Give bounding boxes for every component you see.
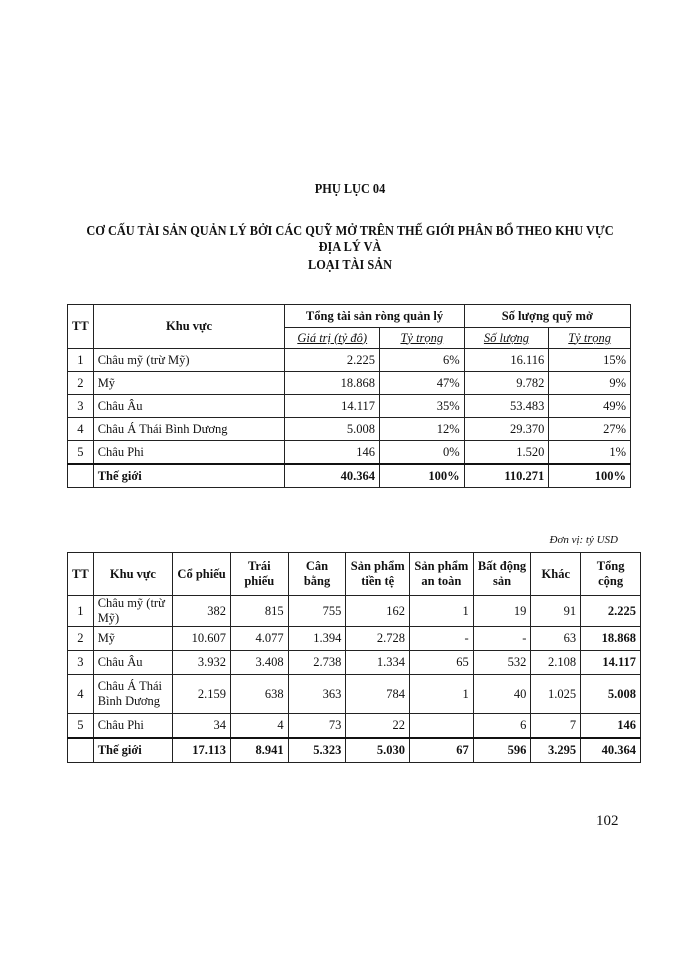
header-tt: TT <box>68 305 94 349</box>
table-row <box>68 395 631 418</box>
table-row <box>68 372 631 395</box>
total-region: Thế giới <box>93 738 172 763</box>
total-total: 40.364 <box>581 738 641 763</box>
total-row <box>68 464 631 488</box>
net-assets-table <box>67 304 631 488</box>
cell-money-market: 784 <box>346 675 410 714</box>
cell-bonds: 4.077 <box>230 627 288 651</box>
cell-bonds: 638 <box>230 675 288 714</box>
row-tt: 3 <box>68 651 94 675</box>
row-tt: 1 <box>68 596 94 627</box>
table-row <box>68 675 641 714</box>
cell-real-estate: 532 <box>473 651 531 675</box>
page-title: CƠ CẤU TÀI SẢN QUẢN LÝ BỞI CÁC QUỸ MỞ TRÊN THẾ GIỚI PHÂN BỔ THEO KHU VỰC ĐỊA LÝ VÀ <box>86 224 614 255</box>
header-tt: TT <box>68 553 94 596</box>
table-row <box>68 596 641 627</box>
cell-balanced: 73 <box>288 714 346 739</box>
row-share: 49% <box>549 395 631 418</box>
row-region: Châu Phi <box>93 441 285 465</box>
row-tt: 5 <box>68 441 94 465</box>
row-share: 12% <box>380 418 465 441</box>
row-share: 6% <box>380 349 465 372</box>
row-value: 18.868 <box>285 372 380 395</box>
total-stocks: 17.113 <box>173 738 231 763</box>
row-tt: 4 <box>68 675 94 714</box>
row-region: Châu Á Thái Bình Dương <box>93 675 172 714</box>
row-tt: 3 <box>68 395 94 418</box>
cell-safe: - <box>410 627 474 651</box>
row-region: Mỹ <box>93 627 172 651</box>
cell-real-estate: 6 <box>473 714 531 739</box>
row-tt: 2 <box>68 627 94 651</box>
cell-stocks: 10.607 <box>173 627 231 651</box>
header-balanced: Cân bằng <box>288 553 346 596</box>
unit-note: Đơn vị: tỷ USD <box>549 534 618 546</box>
cell-stocks: 3.932 <box>173 651 231 675</box>
cell-stocks: 34 <box>173 714 231 739</box>
table-row <box>68 714 641 739</box>
header-region: Khu vực <box>93 305 285 349</box>
table-row <box>68 418 631 441</box>
total-tt <box>68 464 94 488</box>
row-region: Châu Á Thái Bình Dương <box>93 418 285 441</box>
table-row <box>68 441 631 465</box>
row-value: 14.117 <box>285 395 380 418</box>
header-safe: Sản phẩm an toàn <box>410 553 474 596</box>
cell-balanced: 755 <box>288 596 346 627</box>
header-net-assets: Tổng tài sản ròng quản lý <box>285 305 464 328</box>
header-fund-count: Số lượng quỹ mở <box>464 305 630 328</box>
row-count: 9.782 <box>464 372 549 395</box>
table-row <box>68 627 641 651</box>
cell-money-market: 22 <box>346 714 410 739</box>
row-share: 27% <box>549 418 631 441</box>
asset-allocation-table <box>67 552 641 763</box>
row-region: Châu Phi <box>93 714 172 739</box>
total-money-market: 5.030 <box>346 738 410 763</box>
cell-other: 1.025 <box>531 675 581 714</box>
table-row <box>68 651 641 675</box>
header-money-market: Sản phẩm tiền tệ <box>346 553 410 596</box>
cell-total: 146 <box>581 714 641 739</box>
row-tt: 5 <box>68 714 94 739</box>
header-count: Số lượng <box>464 328 549 349</box>
header-share-assets: Tỷ trọng <box>380 328 465 349</box>
total-count: 110.271 <box>464 464 549 488</box>
row-region: Châu mỹ (trừ Mỹ) <box>93 596 172 627</box>
cell-real-estate: - <box>473 627 531 651</box>
total-real-estate: 596 <box>473 738 531 763</box>
total-bonds: 8.941 <box>230 738 288 763</box>
cell-other: 7 <box>531 714 581 739</box>
row-value: 5.008 <box>285 418 380 441</box>
total-share: 100% <box>380 464 465 488</box>
appendix-label: PHỤ LỤC 04 <box>314 182 386 197</box>
total-row <box>68 738 641 763</box>
row-region: Châu Âu <box>93 395 285 418</box>
cell-bonds: 4 <box>230 714 288 739</box>
cell-other: 2.108 <box>531 651 581 675</box>
cell-balanced: 1.394 <box>288 627 346 651</box>
total-share: 100% <box>549 464 631 488</box>
cell-total: 2.225 <box>581 596 641 627</box>
cell-other: 63 <box>531 627 581 651</box>
total-value: 40.364 <box>285 464 380 488</box>
header-other: Khác <box>531 553 581 596</box>
row-region: Châu mỹ (trừ Mỹ) <box>93 349 285 372</box>
cell-money-market: 2.728 <box>346 627 410 651</box>
row-count: 29.370 <box>464 418 549 441</box>
cell-real-estate: 40 <box>473 675 531 714</box>
total-region: Thế giới <box>93 464 285 488</box>
cell-safe: 1 <box>410 675 474 714</box>
cell-balanced: 2.738 <box>288 651 346 675</box>
cell-bonds: 3.408 <box>230 651 288 675</box>
row-count: 16.116 <box>464 349 549 372</box>
total-balanced: 5.323 <box>288 738 346 763</box>
row-value: 2.225 <box>285 349 380 372</box>
cell-money-market: 162 <box>346 596 410 627</box>
cell-safe: 65 <box>410 651 474 675</box>
cell-safe <box>410 714 474 739</box>
row-share: 35% <box>380 395 465 418</box>
row-tt: 4 <box>68 418 94 441</box>
cell-bonds: 815 <box>230 596 288 627</box>
row-share: 47% <box>380 372 465 395</box>
header-value: Giá trị (tỷ đô) <box>285 328 380 349</box>
table-row <box>68 349 631 372</box>
cell-total: 14.117 <box>581 651 641 675</box>
cell-stocks: 382 <box>173 596 231 627</box>
cell-total: 18.868 <box>581 627 641 651</box>
header-total: Tổng cộng <box>581 553 641 596</box>
page-title-continued: LOẠI TÀI SẢN <box>308 258 392 273</box>
page-number: 102 <box>596 813 619 829</box>
row-count: 1.520 <box>464 441 549 465</box>
row-tt: 2 <box>68 372 94 395</box>
row-tt: 1 <box>68 349 94 372</box>
header-bonds: Trái phiếu <box>230 553 288 596</box>
header-real-estate: Bất động sản <box>473 553 531 596</box>
cell-money-market: 1.334 <box>346 651 410 675</box>
row-region: Mỹ <box>93 372 285 395</box>
row-region: Châu Âu <box>93 651 172 675</box>
row-count: 53.483 <box>464 395 549 418</box>
row-share: 1% <box>549 441 631 465</box>
row-share: 0% <box>380 441 465 465</box>
cell-stocks: 2.159 <box>173 675 231 714</box>
total-safe: 67 <box>410 738 474 763</box>
total-tt <box>68 738 94 763</box>
row-value: 146 <box>285 441 380 465</box>
row-share: 15% <box>549 349 631 372</box>
row-share: 9% <box>549 372 631 395</box>
header-stocks: Cổ phiếu <box>173 553 231 596</box>
header-region: Khu vực <box>93 553 172 596</box>
total-other: 3.295 <box>531 738 581 763</box>
header-share-count: Tỷ trọng <box>549 328 631 349</box>
cell-balanced: 363 <box>288 675 346 714</box>
cell-safe: 1 <box>410 596 474 627</box>
cell-total: 5.008 <box>581 675 641 714</box>
cell-real-estate: 19 <box>473 596 531 627</box>
cell-other: 91 <box>531 596 581 627</box>
